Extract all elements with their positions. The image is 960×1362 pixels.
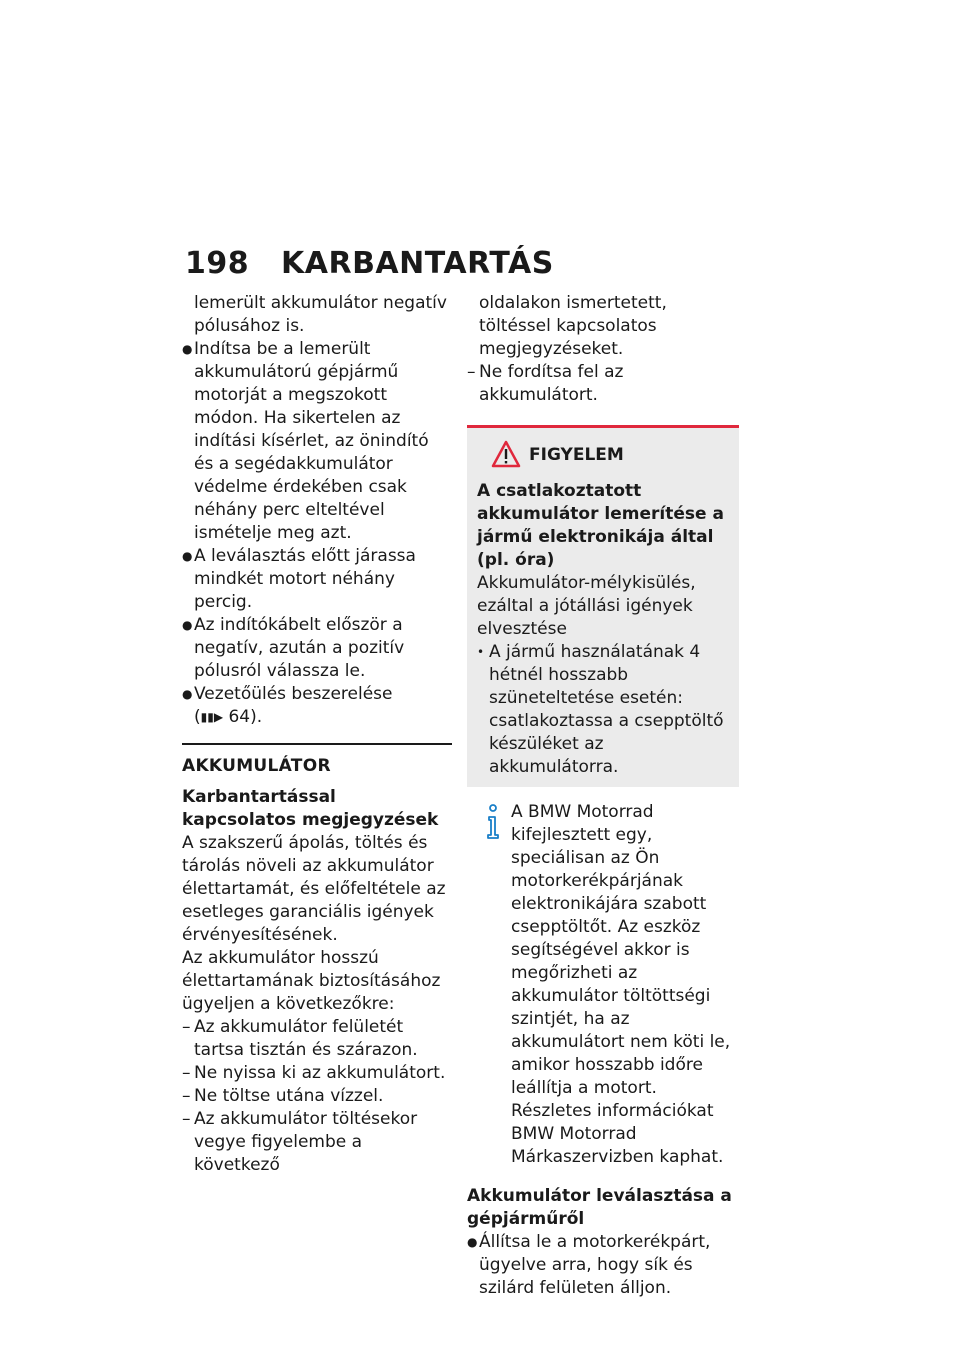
dash-item: – Ne fordítsa fel az akkumulátort. bbox=[467, 362, 624, 405]
left-column bbox=[182, 292, 452, 1177]
right-column bbox=[467, 292, 739, 1300]
dash-item: – Az akkumulátor töltésekor vegye figyelembe a következő bbox=[182, 1109, 418, 1175]
warning-title: FIGYELEM bbox=[529, 445, 624, 465]
info-text: A BMW Motorrad kifejlesztett egy, speciálisan az Ön motorkerékpárjának elektronikájára szabott csepptöltőt. Az eszköz segítségével akkor is megőrizheti az akkumulátor töltöttségi szintjét, ha az akkumulátort nem köti le, amikor hosszabb időre leállítja a motort. Részletes információkat BMW Motorrad Márkaszervizben kaphat. bbox=[511, 802, 731, 1167]
bullet-icon: ● bbox=[182, 342, 193, 356]
bullet-icon: ● bbox=[467, 1235, 478, 1249]
page-reference: 64). bbox=[228, 707, 263, 727]
subsection-title: Akkumulátor leválasztása a gépjárműről bbox=[467, 1186, 732, 1229]
list-item: ● Állítsa le a motorkerékpárt, ügyelve arra, hogy sík és szilárd felületen álljon. bbox=[467, 1232, 711, 1298]
bullet-icon: ● bbox=[182, 618, 193, 632]
arrow-reference-icon: ▮▮▶ bbox=[200, 710, 224, 724]
warning-box bbox=[467, 425, 739, 787]
list-item: ● A leválasztás előtt járassa mindkét motort néhány percig. bbox=[182, 546, 416, 612]
bullet-icon: ● bbox=[182, 687, 193, 701]
warning-cause: A csatlakoztatott akkumulátor lemerítése a jármű elektronikája által (pl. óra) bbox=[477, 481, 724, 570]
list-item: • A jármű használatának 4 hétnél hosszabb szüneteltetése esetén: csatlakoztassa a csepptöltő készüléket az akkumulátorra. bbox=[477, 642, 724, 777]
dash-item: – Ne töltse utána vízzel. bbox=[182, 1086, 384, 1106]
chapter-title: KARBANTARTÁS bbox=[281, 246, 554, 281]
page-number: 198 bbox=[185, 246, 250, 281]
page-header bbox=[185, 244, 554, 284]
subsection-title: Karbantartással kapcsolatos megjegyzések bbox=[182, 787, 439, 830]
dash-item: – Ne nyissa ki az akkumulátort. bbox=[182, 1063, 446, 1083]
info-icon bbox=[481, 803, 505, 841]
section-title: AKKUMULÁTOR bbox=[182, 743, 452, 778]
list-item: ● Indítsa be a lemerült akkumulátorú gépjármű motorját a megszokott módon. Ha sikertelen az indítási kísérlet, az önindító és a segédakkumulátor védelme érdekében csak néhány perc elteltével ismételje meg azt. bbox=[182, 339, 429, 543]
paragraph: Az akkumulátor hosszú élettartamának biztosításához ügyeljen a következőkre: bbox=[182, 948, 441, 1014]
continued-text: lemerült akkumulátor negatív pólusához is. bbox=[194, 293, 447, 336]
list-item: ● Vezetőülés beszerelése (▮▮▶ 64). bbox=[182, 684, 393, 727]
warning-consequence: Akkumulátor-mélykisülés, ezáltal a jótállási igények elvesztése bbox=[477, 573, 696, 639]
warning-triangle-icon bbox=[491, 440, 521, 468]
info-block bbox=[467, 801, 739, 1169]
continued-text: oldalakon ismertetett, töltéssel kapcsolatos megjegyzéseket. bbox=[479, 293, 667, 359]
dash-item: – Az akkumulátor felületét tartsa tisztán és szárazon. bbox=[182, 1017, 418, 1060]
list-item: ● Az indítókábelt először a negatív, azután a pozitív pólusról válassza le. bbox=[182, 615, 405, 681]
paragraph: A szakszerű ápolás, töltés és tárolás növeli az akkumulátor élettartamát, és előfeltétele az esetleges garanciális igények érvényesítésének. bbox=[182, 833, 446, 945]
bullet-icon: ● bbox=[182, 549, 193, 563]
bullet-icon: • bbox=[477, 645, 485, 659]
